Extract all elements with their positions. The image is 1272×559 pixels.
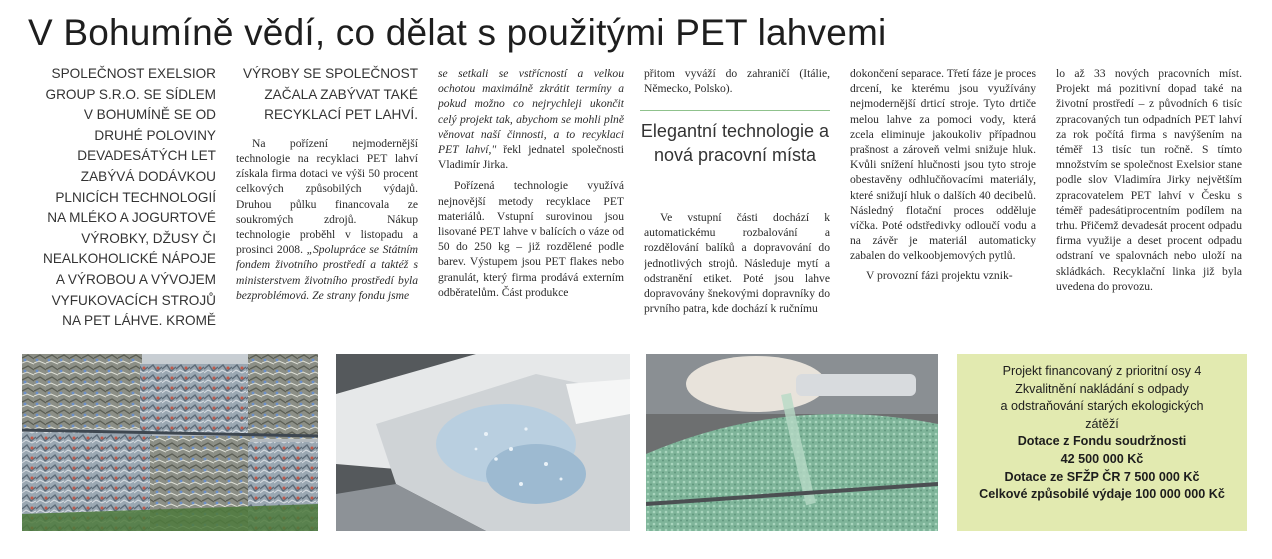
infobox-sfzp-grant: Dotace ze SFŽP ČR 7 500 000 Kč	[1004, 469, 1200, 484]
paragraph-funding	[236, 136, 418, 303]
infobox-cohesion-fund-amount: 42 500 000 Kč	[1060, 451, 1144, 466]
quote-end: se setkali se vstřícností a velkou ochotou maximálně zkrátit termíny a pokud možno co nejrychleji ukončit celý projekt tak, abychom se mohli plně věnovat naší činnosti, a to recyklaci PET lahví,"	[438, 67, 624, 157]
paragraph-technology: Pořízená technologie využívá nejnovější metody recyklace PET materiálů. Vstupní surovinou jsou lisované PET lahve v balících o váze od 50 do 250 kg – již rozdělené podle barev. Výstupem jsou PET flakes nebo granulát, který firma prodává externím odběratelům. Část produkce	[438, 179, 624, 299]
infobox-total-eligible: Celkové způsobilé výdaje 100 000 000 Kč	[979, 487, 1225, 502]
section-subheading: Elegantní technologie a nová pracovní místa	[640, 110, 830, 167]
photo-green-granulate	[646, 354, 938, 531]
column-6	[1056, 66, 1242, 350]
photo-pet-bales	[22, 354, 318, 531]
column-2	[236, 64, 418, 348]
green-granulate-image	[646, 354, 938, 531]
paragraph-funding-text: Na pořízení nejmodernější technologie na recyklaci PET lahví získala firma dotaci ve výši 50 procent celkových způsobilých výdajů. Druhou půlku financovala ze soukromých zdrojů. Nákup technologie proběhl v listopadu a prosinci 2008.	[236, 136, 418, 257]
paragraph-jobs-impact: lo až 33 nových pracovních míst. Projekt má pozitivní dopad také na životní prostředí – z původních 6 tisíc zpracovaných tun odpadních PET lahví za rok počítá firma s navýšením na téměř 13 tisíc tun ročně. S tímto množstvím se společnost Exelsior stane podle slov Vladimíra Jirky největším zpracovatelem PET lahví v Česku s téměř padesátiprocentním podílem na trhu. Přičemž devadesát procent odpadu firma využije a deset procent odpadu odstraní ve spalovnách nebo uloží na skládkách. Recyklační linka již byla uvedena do provozu.	[1056, 67, 1242, 293]
paragraph-input-section: Ve vstupní části dochází k automatickému rozbalování a rozdělování balíků a dopravování do jednotlivých strojů. Následuje mytí a odstranění etiket. Poté jsou lahve dopravovány šnekovými dopravníky do prvního patra, kde dochází k ručnímu	[644, 211, 830, 316]
pet-bales-image	[22, 354, 318, 531]
funding-infobox	[957, 354, 1247, 531]
column-4	[644, 66, 830, 102]
quote-attribution: řekl jednatel společnosti Vladimír Jirka.	[438, 143, 624, 172]
paragraph-operation-start: V provozní fázi projektu vznik-	[866, 268, 1013, 282]
flakes-conveyor-image	[336, 354, 630, 531]
column-3	[438, 66, 624, 350]
article-headline: V Bohumíně vědí, co dělat s použitými PET lahvemi	[28, 12, 887, 53]
paragraph-crushing: dokončení separace. Třetí fáze je proces drcení, ke kterému jsou využívány nejmodernější drticí stroje. Tyto drtiče melou lahve za pomoci vody, která zcela eliminuje jakoukoliv případnou prašnost a zároveň velmi snižuje hluk. Kvůli snížení hlučnosti jsou tyto stroje obestavěny odhlučňovacími materiály, které snižují hluk o dalších 40 decibelů. Následný flotační proces odděluje víčka. Poté odstředivky odloučí vodu a na závěr je materiál automaticky zabalen do velkoobjemových pytlů.	[850, 67, 1036, 263]
infobox-line-priority-axis: Projekt financovaný z prioritní osy 4	[1002, 364, 1202, 378]
paragraph-export: přitom vyváží do zahraničí (Itálie, Německo, Polsko).	[644, 67, 830, 96]
quote-continuation	[438, 66, 624, 172]
lead-column-1	[34, 64, 216, 332]
infobox-line-burdens: zátěží	[1085, 416, 1119, 431]
column-4-lower	[644, 210, 830, 348]
infobox-line-ecological: a odstraňování starých ekologických	[1000, 399, 1204, 414]
lead-text-1: SPOLEČNOST EXELSIOR GROUP S.R.O. SE SÍDLEM V BOHUMÍNĚ SE OD DRUHÉ POLOVINY DEVADESÁTÝCH LET ZABÝVÁ DODÁVKOU PLNICÍCH TECHNOLOGIÍ NA MLÉKO A JOGURTOVÉ VÝROBKY, DŽUSY ČI NEALKOHOLICKÉ NÁPOJE A VÝROBOU A VÝVOJEM VYFUKOVACÍCH STROJŮ NA PET LÁHVE. KROMĚ	[43, 66, 216, 329]
column-5	[850, 66, 1036, 350]
infobox-cohesion-fund-label: Dotace z Fondu soudržnosti	[1017, 434, 1187, 449]
lead-text-2: VÝROBY SE SPOLEČNOST ZAČALA ZABÝVAT TAKÉ RECYKLACÍ PET LAHVÍ.	[242, 66, 418, 123]
infobox-line-waste: Zkvalitnění nakládání s odpady	[1015, 381, 1189, 396]
quote-start: „Spolupráce se Státním fondem životního prostředí a taktéž s ministerstvem životního prostředí byla bezproblémová. Ze strany fondu jsme	[236, 243, 418, 302]
photo-flakes-conveyor	[336, 354, 630, 531]
